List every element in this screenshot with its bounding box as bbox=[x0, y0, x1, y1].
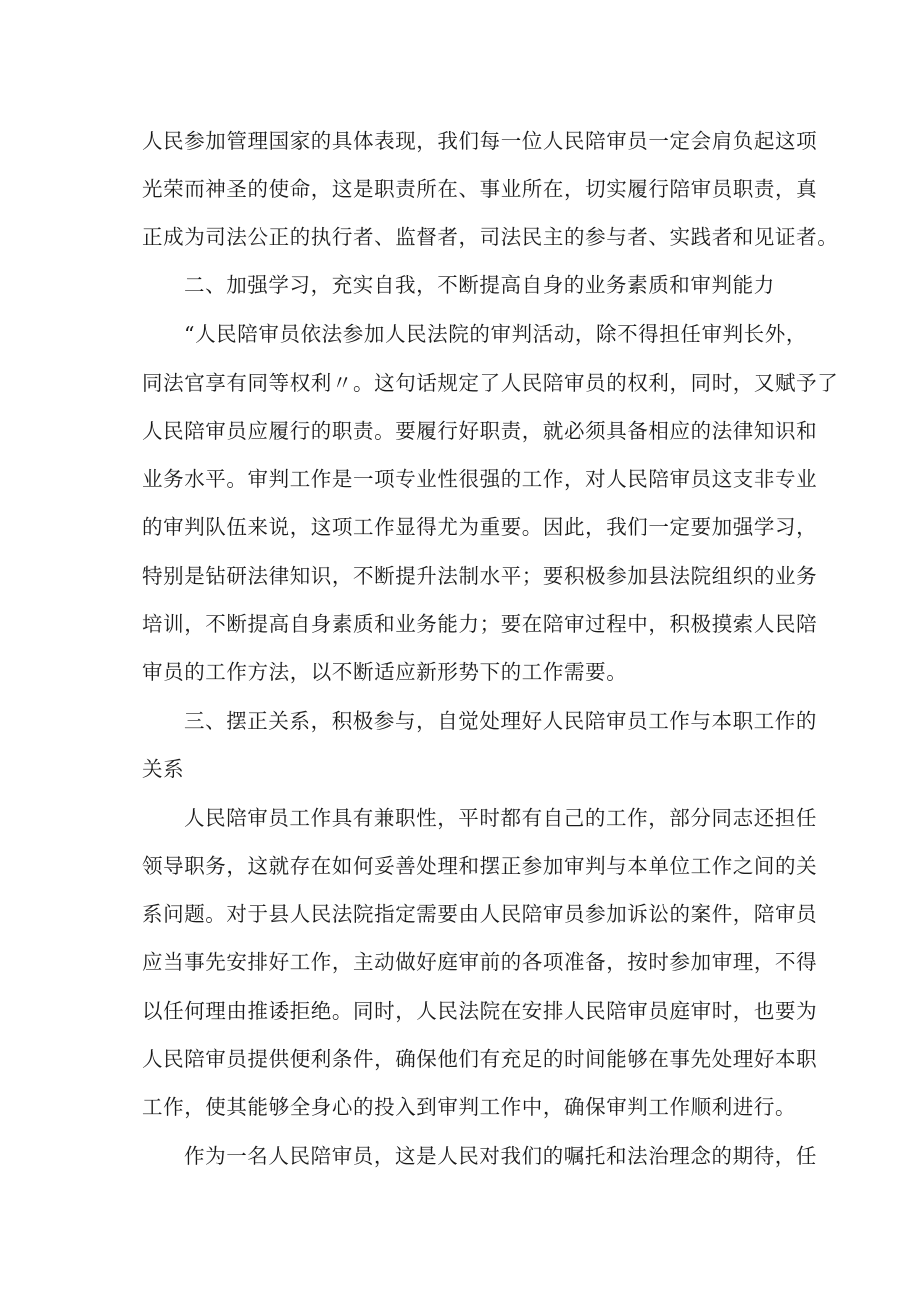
text-line-9: 的审判队伍来说，这项工作显得尤为重要。因此，我们一定要加强学习， bbox=[142, 515, 818, 539]
text-line-12: 审员的工作方法，以不断适应新形势下的工作需要。 bbox=[142, 660, 628, 684]
text-line-5: “人民陪审员依法参加人民法院的审判活动，除不得担任审判长外， bbox=[184, 322, 807, 346]
text-line-2: 光荣而神圣的使命，这是职责所在、事业所在，切实履行陪审员职责，真 bbox=[142, 177, 818, 201]
text-line-17: 系问题。对于县人民法院指定需要由人民陪审员参加诉讼的案件，陪审员 bbox=[142, 902, 818, 926]
text-line-1: 人民参加管理国家的具体表现，我们每一位人民陪审员一定会肩负起这项 bbox=[142, 129, 818, 153]
section-heading-3-cont: 关系 bbox=[142, 757, 185, 781]
text-line-10: 特别是钻研法律知识，不断提升法制水平；要积极参加县法院组织的业务 bbox=[142, 564, 818, 588]
text-line-11: 培训，不断提高自身素质和业务能力；要在陪审过程中，积极摸索人民陪 bbox=[142, 612, 818, 636]
text-line-6: 同法官享有同等权利〃。这句话规定了人民陪审员的权利，同时，又赋予了 bbox=[142, 371, 839, 395]
text-line-16: 领导职务，这就存在如何妥善处理和摆正参加审判与本单位工作之间的关 bbox=[142, 854, 818, 878]
text-line-8: 业务水平。审判工作是一项专业性很强的工作，对人民陪审员这支非专业 bbox=[142, 467, 818, 491]
text-line-21: 工作，使其能够全身心的投入到审判工作中，确保审判工作顺利进行。 bbox=[142, 1095, 797, 1119]
text-line-22: 作为一名人民陪审员，这是人民对我们的嘱托和法治理念的期待，任 bbox=[184, 1144, 817, 1168]
text-line-15: 人民陪审员工作具有兼职性，平时都有自己的工作，部分同志还担任 bbox=[184, 806, 817, 830]
text-line-20: 人民陪审员提供便利条件，确保他们有充足的时间能够在事先处理好本职 bbox=[142, 1047, 818, 1071]
text-line-3: 正成为司法公正的执行者、监督者，司法民主的参与者、实践者和见证者。 bbox=[142, 225, 839, 249]
text-line-7: 人民陪审员应履行的职责。要履行好职责，就必须具备相应的法律知识和 bbox=[142, 419, 818, 443]
text-line-19: 以任何理由推诿拒绝。同时，人民法院在安排人民陪审员庭审时，也要为 bbox=[142, 999, 818, 1023]
section-heading-2: 二、加强学习，充实自我，不断提高自身的业务素质和审判能力 bbox=[184, 273, 775, 297]
section-heading-3: 三、摆正关系，积极参与，自觉处理好人民陪审员工作与本职工作的 bbox=[184, 709, 817, 733]
text-line-18: 应当事先安排好工作，主动做好庭审前的各项准备，按时参加审理，不得 bbox=[142, 950, 818, 974]
